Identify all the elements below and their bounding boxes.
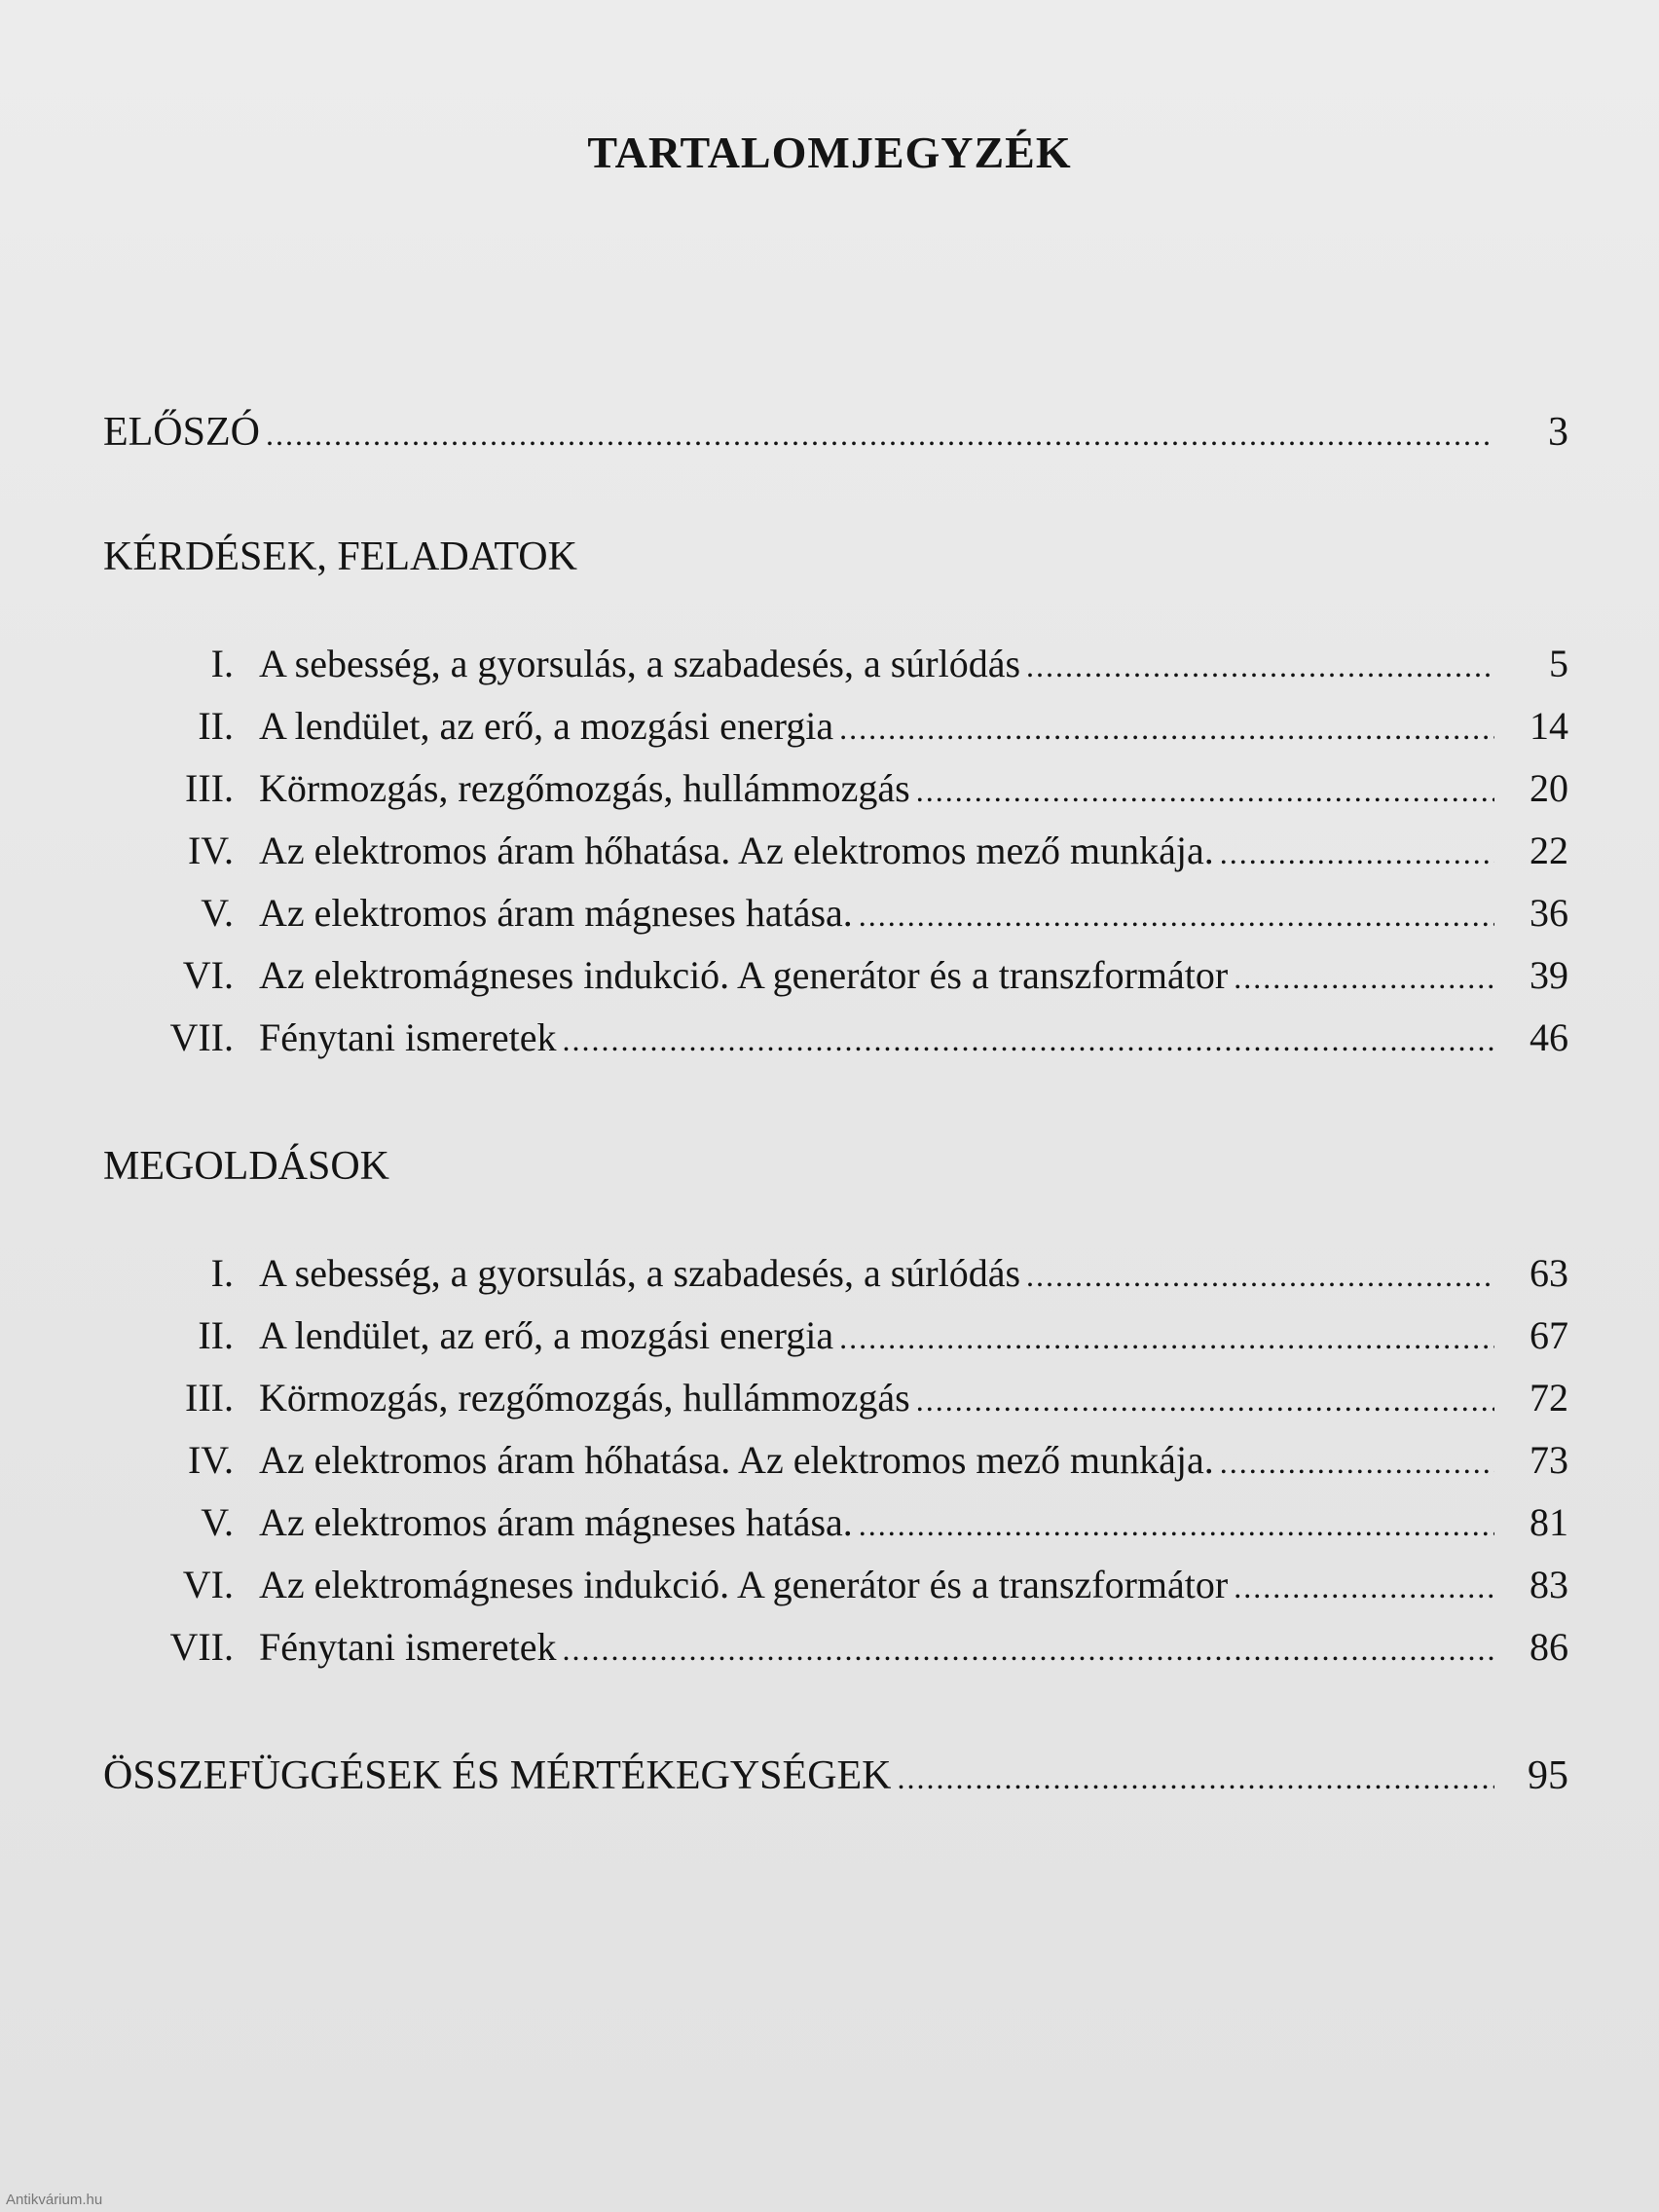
watermark: Antikvárium.hu [6, 2192, 103, 2208]
dot-leader [562, 1022, 1494, 1058]
toc-entry-label: A lendület, az erő, a mozgási energia [259, 1313, 834, 1357]
toc-entry-page: 86 [1530, 1625, 1568, 1669]
toc-entry [103, 890, 1568, 944]
toc-entry-appendix [103, 1752, 1568, 1807]
dot-leader [916, 773, 1494, 809]
toc-entry-page: 67 [1530, 1313, 1568, 1357]
toc-entry-page: 5 [1549, 642, 1568, 685]
toc-entry-label: Az elektromágneses indukció. A generátor és a transzformátor [259, 953, 1229, 997]
dot-leader [1234, 1569, 1494, 1605]
dot-leader [1234, 960, 1494, 996]
toc-entry-page: 72 [1530, 1376, 1568, 1419]
chapter-number: I. [210, 642, 234, 685]
chapter-number: VI. [182, 953, 234, 997]
toc-entry [103, 1624, 1568, 1678]
toc-entry [103, 1250, 1568, 1305]
toc-entry [103, 1437, 1568, 1492]
chapter-number: IV. [187, 829, 234, 872]
toc-entry-page: 63 [1530, 1251, 1568, 1295]
toc-entry-page: 46 [1530, 1015, 1568, 1059]
toc-entry-page: 73 [1530, 1438, 1568, 1482]
dot-leader [898, 1760, 1494, 1796]
toc-entry-label: ÖSSZEFÜGGÉSEK ÉS MÉRTÉKEGYSÉGEK [103, 1753, 892, 1798]
toc-entry-label: ELŐSZÓ [103, 410, 260, 455]
toc-entry [103, 641, 1568, 695]
dot-leader [1026, 648, 1494, 684]
dot-leader [1026, 1258, 1494, 1294]
toc-entry [103, 1562, 1568, 1616]
toc-entry [103, 1499, 1568, 1554]
toc-entry-label: Az elektromos áram hőhatása. Az elektromos mező munkája. [259, 1438, 1214, 1482]
chapter-number: IV. [187, 1438, 234, 1482]
chapter-number: III. [185, 766, 234, 810]
toc-entry-label: Az elektromos áram mágneses hatása. [259, 1500, 853, 1544]
toc-entry-page: 20 [1530, 766, 1568, 810]
page-title: TARTALOMJEGYZÉK [587, 128, 1072, 177]
toc-entry-label: Az elektromágneses indukció. A generátor és a transzformátor [259, 1563, 1229, 1606]
toc-entry [103, 703, 1568, 757]
section-heading-questions: KÉRDÉSEK, FELADATOK [103, 535, 577, 579]
toc-entry-label: A lendület, az erő, a mozgási energia [259, 704, 834, 748]
chapter-number: II. [198, 704, 234, 748]
toc-entry-label: A sebesség, a gyorsulás, a szabadesés, a súrlódás [259, 642, 1021, 685]
toc-entry [103, 1375, 1568, 1429]
toc-entry-label: Az elektromos áram mágneses hatása. [259, 891, 853, 935]
chapter-number: VII. [169, 1625, 234, 1669]
toc-entry-page: 39 [1530, 953, 1568, 997]
chapter-number: VI. [182, 1563, 234, 1606]
section-heading-solutions: MEGOLDÁSOK [103, 1144, 389, 1189]
dot-leader [839, 711, 1494, 747]
toc-entry-label: Körmozgás, rezgőmozgás, hullámmozgás [259, 766, 910, 810]
dot-leader [839, 1320, 1494, 1356]
toc-entry-page: 36 [1530, 891, 1568, 935]
chapter-number: III. [185, 1376, 234, 1419]
dot-leader [916, 1382, 1494, 1419]
toc-entry-foreword [103, 409, 1568, 463]
chapter-number: VII. [169, 1015, 234, 1059]
toc-entry-page: 95 [1528, 1753, 1568, 1798]
toc-entry-page: 3 [1548, 410, 1568, 455]
toc-entry-page: 81 [1530, 1500, 1568, 1544]
chapter-number: II. [198, 1313, 234, 1357]
toc-entry-label: Körmozgás, rezgőmozgás, hullámmozgás [259, 1376, 910, 1419]
toc-entry [103, 1312, 1568, 1367]
toc-entry-label: Fénytani ismeretek [259, 1625, 557, 1669]
toc-entry-label: Az elektromos áram hőhatása. Az elektromos mező munkája. [259, 829, 1214, 872]
dot-leader [1220, 1445, 1494, 1481]
chapter-number: V. [201, 891, 234, 935]
toc-entry-page: 22 [1530, 829, 1568, 872]
chapter-number: I. [210, 1251, 234, 1295]
toc-entry [103, 828, 1568, 882]
toc-entry [103, 1014, 1568, 1069]
dot-leader [859, 1507, 1494, 1543]
toc-entry [103, 952, 1568, 1007]
toc-entry-page: 14 [1530, 704, 1568, 748]
toc-entry [103, 765, 1568, 820]
dot-leader [1220, 835, 1494, 871]
toc-entry-label: Fénytani ismeretek [259, 1015, 557, 1059]
dot-leader [266, 417, 1494, 453]
dot-leader [859, 898, 1494, 934]
dot-leader [562, 1632, 1494, 1668]
toc-entry-page: 83 [1530, 1563, 1568, 1606]
chapter-number: V. [201, 1500, 234, 1544]
toc-entry-label: A sebesség, a gyorsulás, a szabadesés, a súrlódás [259, 1251, 1021, 1295]
